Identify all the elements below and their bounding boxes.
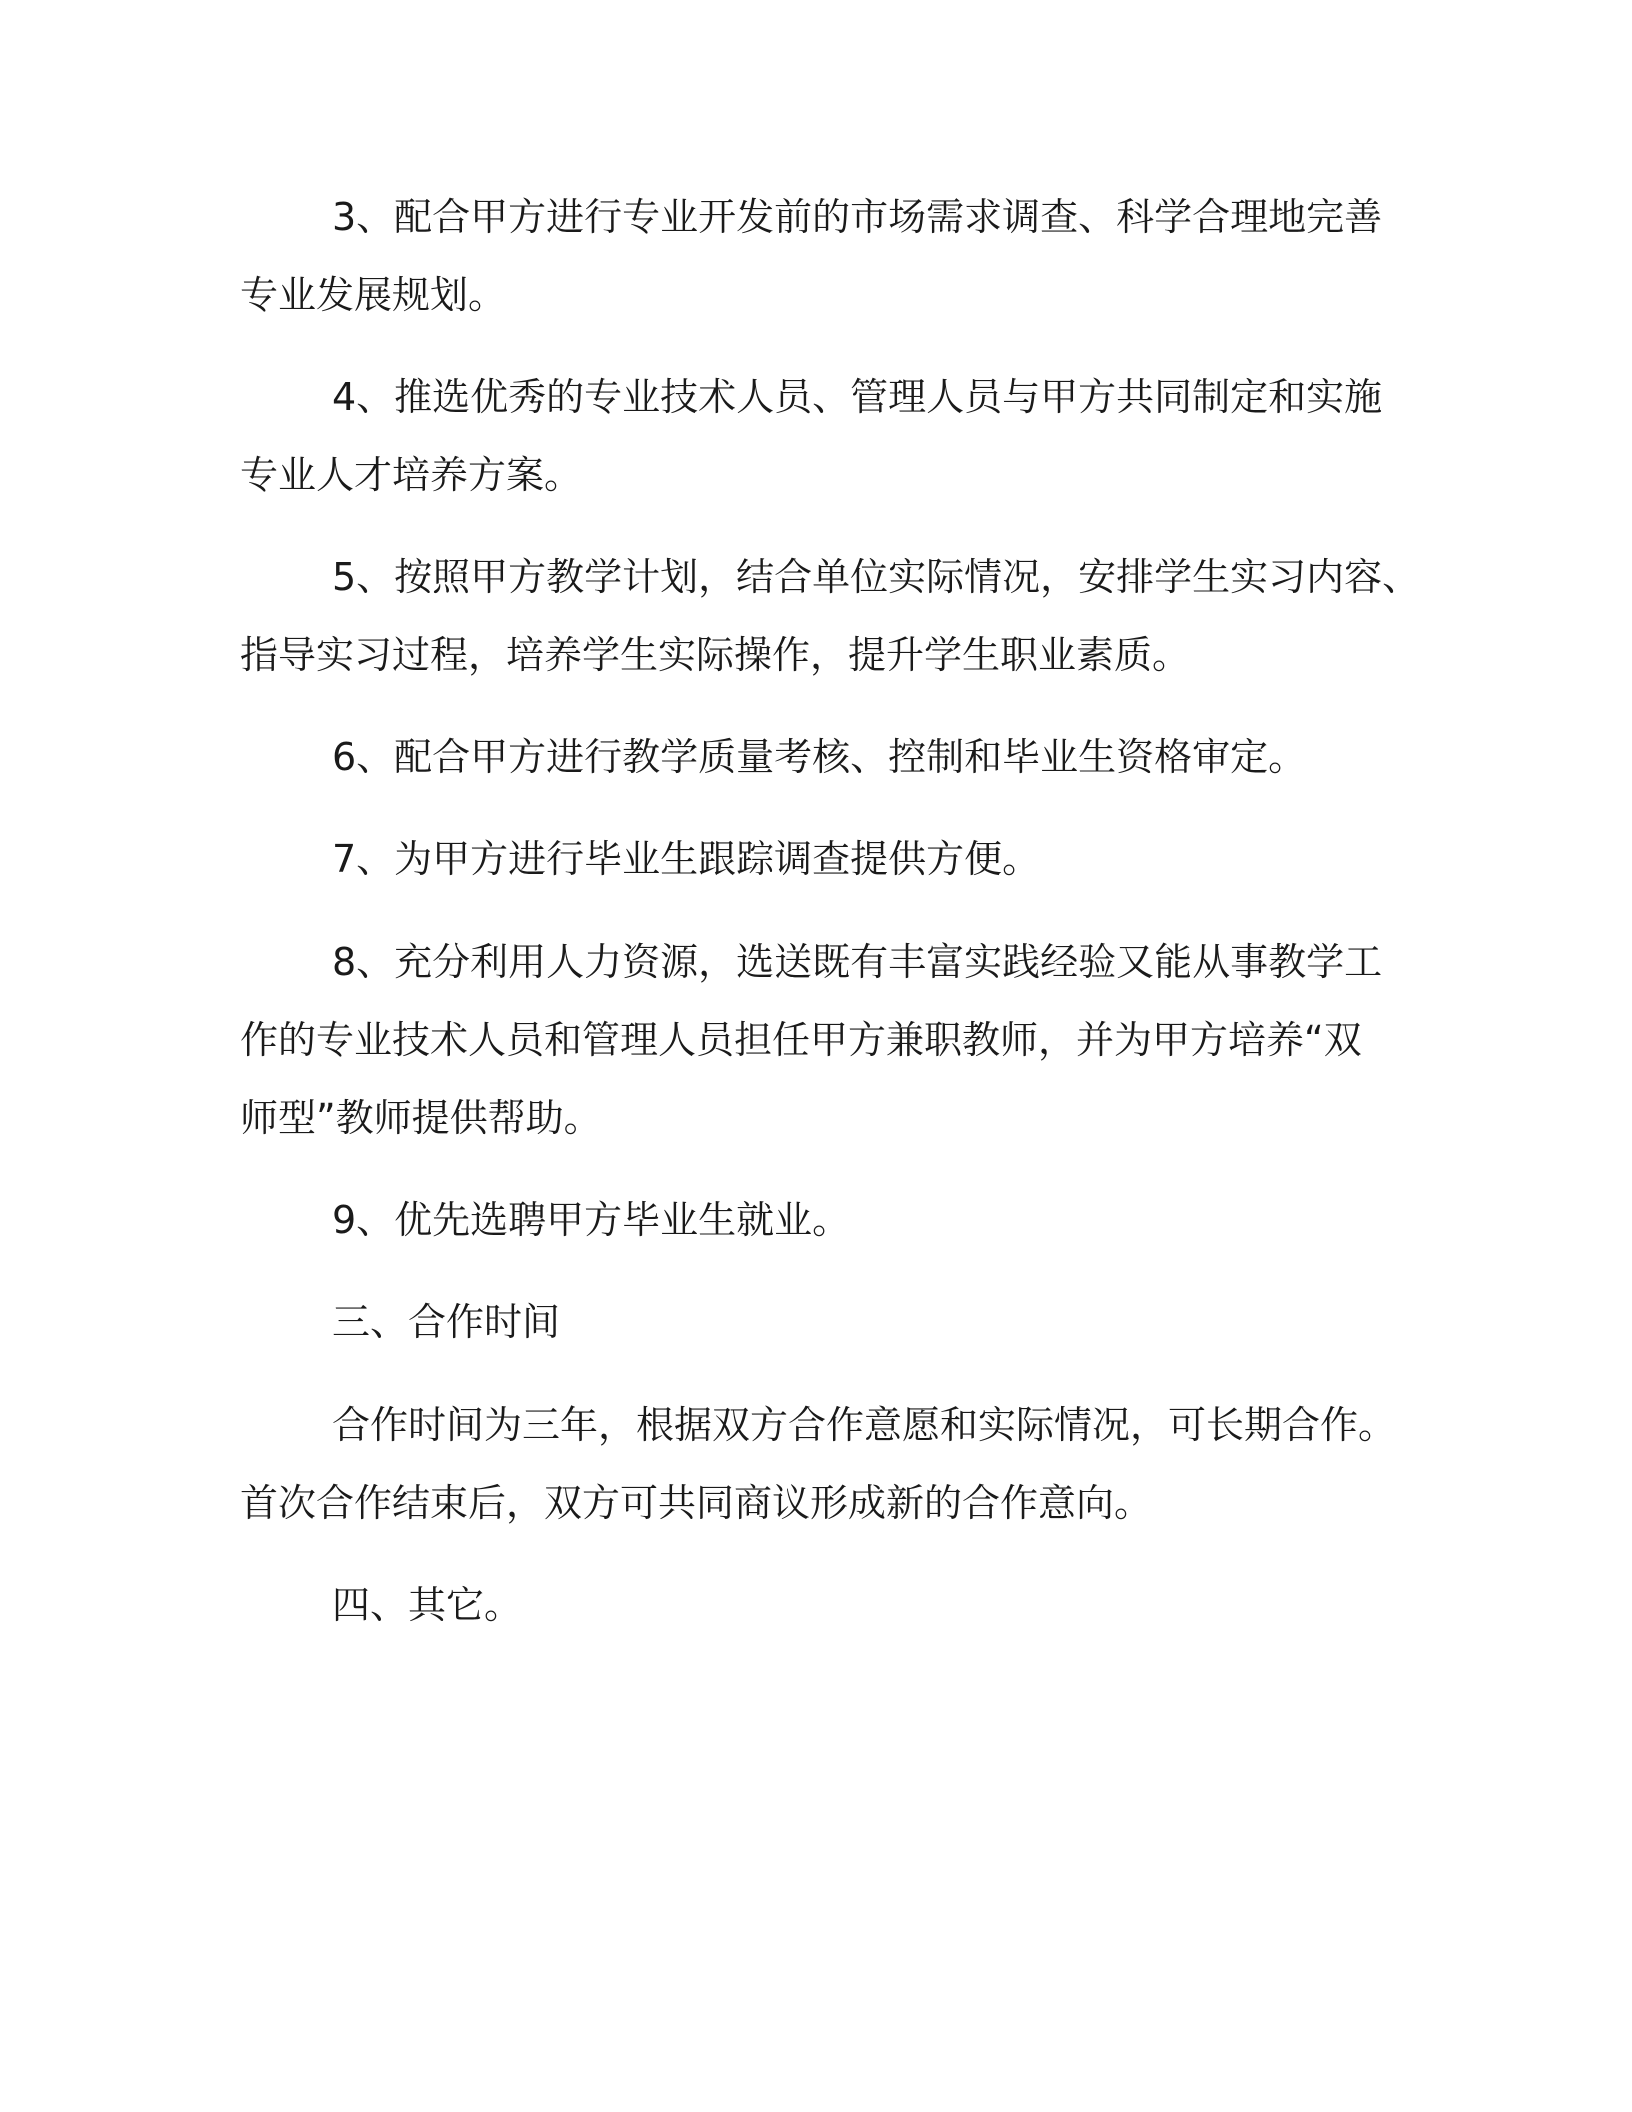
section-heading-other: 四、其它。: [332, 1583, 523, 1627]
paragraph-7-line-1: 7、为甲方进行毕业生跟踪调查提供方便。: [332, 837, 1041, 881]
paragraph-8-line-1: 8、充分利用人力资源，选送既有丰富实践经验又能从事教学工: [332, 940, 1383, 984]
paragraph-6-line-1: 6、配合甲方进行教学质量考核、控制和毕业生资格审定。: [332, 735, 1307, 779]
paragraph-3-line-1: 3、配合甲方进行专业开发前的市场需求调查、科学合理地完善: [332, 195, 1383, 239]
paragraph-4-line-1: 4、推选优秀的专业技术人员、管理人员与甲方共同制定和实施: [332, 375, 1383, 419]
paragraph-5-line-2: 指导实习过程，培养学生实际操作，提升学生职业素质。: [240, 633, 1191, 677]
cooperation-period-line-1: 合作时间为三年，根据双方合作意愿和实际情况，可长期合作。: [332, 1403, 1397, 1447]
paragraph-8-line-3: 师型”教师提供帮助。: [240, 1096, 602, 1140]
section-heading-cooperation-period: 三、合作时间: [332, 1300, 561, 1344]
paragraph-4-line-2: 专业人才培养方案。: [240, 453, 583, 497]
paragraph-8-line-2: 作的专业技术人员和管理人员担任甲方兼职教师，并为甲方培养“双: [240, 1018, 1362, 1062]
paragraph-3-line-2: 专业发展规划。: [240, 273, 507, 317]
paragraph-9-line-1: 9、优先选聘甲方毕业生就业。: [332, 1198, 851, 1242]
cooperation-period-line-2: 首次合作结束后，双方可共同商议形成新的合作意向。: [240, 1481, 1153, 1525]
paragraph-5-line-1: 5、按照甲方教学计划，结合单位实际情况，安排学生实习内容、: [332, 555, 1421, 599]
